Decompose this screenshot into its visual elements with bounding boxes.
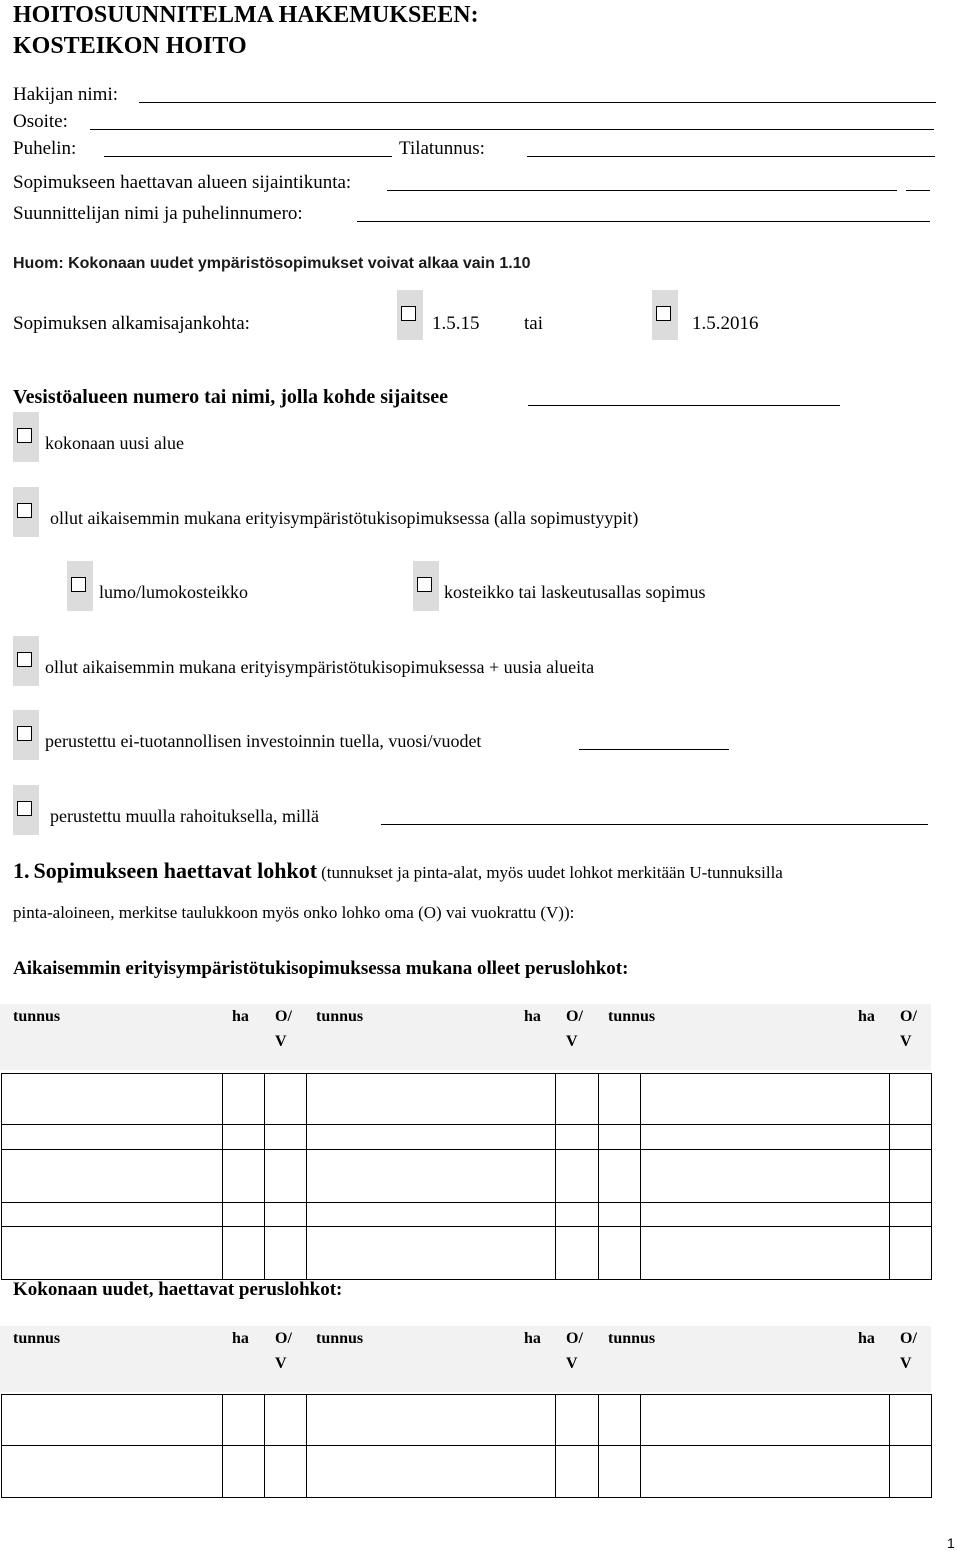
title-line-1: HOITOSUUNNITELMA HAKEMUKSEEN: xyxy=(13,2,479,28)
column-ov: O/ V xyxy=(900,1008,917,1050)
column-ov: O/ V xyxy=(900,1330,917,1372)
section-1-heading xyxy=(13,858,783,884)
column-id: tunnus xyxy=(316,1008,364,1025)
column-ha: ha xyxy=(232,1330,249,1347)
column-ov: O/ V xyxy=(566,1330,583,1372)
applicant-input[interactable] xyxy=(139,102,936,103)
watershed-input[interactable] xyxy=(528,405,840,406)
checkbox-icon xyxy=(401,306,416,321)
option-previous-plus-new-label: ollut aikaisemmin mukana erityisympäristötukisopimuksessa + uusia alueita xyxy=(45,657,595,677)
planner-input[interactable] xyxy=(357,221,930,222)
address-input[interactable] xyxy=(90,129,934,130)
table-2-header xyxy=(0,1326,931,1392)
option-snow-label: lumo/lumokosteikko xyxy=(99,582,249,602)
start-option-1-label: 1.5.15 xyxy=(432,313,480,334)
checkbox-icon xyxy=(656,306,671,321)
table-1-grid xyxy=(1,1073,932,1280)
option-snow-checkbox[interactable] xyxy=(67,561,93,611)
checkbox-icon xyxy=(17,503,32,518)
checkbox-icon xyxy=(17,801,32,816)
column-id: tunnus xyxy=(13,1330,61,1347)
page-number: 1 xyxy=(947,1535,955,1551)
option-previous-checkbox[interactable] xyxy=(13,487,39,537)
option-previous-plus-new-checkbox[interactable] xyxy=(13,636,39,686)
column-ov: O/ V xyxy=(275,1330,292,1372)
start-date-note: Huom: Kokonaan uudet ympäristösopimukset voivat alkaa vain 1.10 xyxy=(13,255,531,272)
option-new-area-checkbox[interactable] xyxy=(13,412,39,462)
watershed-label: Vesistöalueen numero tai nimi, jolla kohde sijaitsee xyxy=(13,386,449,408)
checkbox-icon xyxy=(17,428,32,443)
option-nonproductive-checkbox[interactable] xyxy=(13,710,39,760)
address-label: Osoite: xyxy=(13,111,68,132)
column-id: tunnus xyxy=(316,1330,364,1347)
phone-input[interactable] xyxy=(104,156,392,157)
other-funding-input[interactable] xyxy=(381,824,928,825)
column-ha: ha xyxy=(524,1330,541,1347)
column-ha: ha xyxy=(524,1008,541,1025)
table-2-grid xyxy=(1,1394,932,1498)
checkbox-icon xyxy=(17,726,32,741)
farm-id-input[interactable] xyxy=(527,156,935,157)
document-title xyxy=(13,0,479,62)
option-other-funding-checkbox[interactable] xyxy=(13,785,39,835)
column-id: tunnus xyxy=(608,1008,656,1025)
option-other-funding-label: perustettu muulla rahoituksella, millä xyxy=(50,806,319,826)
phone-label: Puhelin: xyxy=(13,138,77,159)
column-ov: O/ V xyxy=(275,1008,292,1050)
table-row xyxy=(2,1074,932,1125)
table-row xyxy=(2,1125,932,1150)
section-1-number: 1. xyxy=(13,858,30,883)
column-ov: O/ V xyxy=(566,1008,583,1050)
checkbox-icon xyxy=(417,577,432,592)
table-row xyxy=(2,1227,932,1280)
applicant-label: Hakijan nimi: xyxy=(13,84,119,105)
start-option-1-checkbox[interactable] xyxy=(397,290,423,340)
checkbox-icon xyxy=(17,652,32,667)
section-1-title: Sopimukseen haettavat lohkot xyxy=(33,858,318,883)
column-id: tunnus xyxy=(608,1330,656,1347)
table-row xyxy=(2,1203,932,1227)
planner-label: Suunnittelijan nimi ja puhelinnumero: xyxy=(13,203,303,224)
checkbox-icon xyxy=(71,577,86,592)
table-1-header xyxy=(0,1004,931,1070)
option-wetland-checkbox[interactable] xyxy=(413,561,439,611)
start-option-2-label: 1.5.2016 xyxy=(692,313,759,334)
table-row xyxy=(2,1150,932,1203)
option-nonproductive-label: perustettu ei-tuotannollisen investoinnin tuella, vuosi/vuodet xyxy=(45,731,482,751)
nonproductive-years-input[interactable] xyxy=(579,749,729,750)
table-1-heading: Aikaisemmin erityisympäristötukisopimuksessa mukana olleet peruslohkot: xyxy=(13,958,629,979)
section-1-desc-1: (tunnukset ja pinta-alat, myös uudet lohkot merkitään U-tunnuksilla xyxy=(321,863,783,882)
start-or-text: tai xyxy=(524,313,543,334)
section-1-desc-2: pinta-aloineen, merkitse taulukkoon myös onko lohko oma (O) vai vuokrattu (V)): xyxy=(13,903,575,922)
column-ha: ha xyxy=(858,1008,875,1025)
table-row xyxy=(2,1395,932,1446)
municipality-input[interactable] xyxy=(387,190,897,191)
farm-id-label: Tilatunnus: xyxy=(399,138,485,159)
column-ha: ha xyxy=(232,1008,249,1025)
column-id: tunnus xyxy=(13,1008,61,1025)
table-row xyxy=(2,1446,932,1498)
column-ha: ha xyxy=(858,1330,875,1347)
option-wetland-label: kosteikko tai laskeutusallas sopimus xyxy=(444,582,706,602)
municipality-input-tail xyxy=(906,190,930,191)
option-previous-label: ollut aikaisemmin mukana erityisympäristötukisopimuksessa (alla sopimustyypit) xyxy=(50,508,639,528)
option-new-area-label: kokonaan uusi alue xyxy=(45,433,184,453)
municipality-label: Sopimukseen haettavan alueen sijaintikunta: xyxy=(13,172,352,193)
start-date-label: Sopimuksen alkamisajankohta: xyxy=(13,313,250,334)
start-option-2-checkbox[interactable] xyxy=(652,290,678,340)
table-2-heading: Kokonaan uudet, haettavat peruslohkot: xyxy=(13,1279,343,1300)
title-line-2: KOSTEIKON HOITO xyxy=(13,33,247,59)
